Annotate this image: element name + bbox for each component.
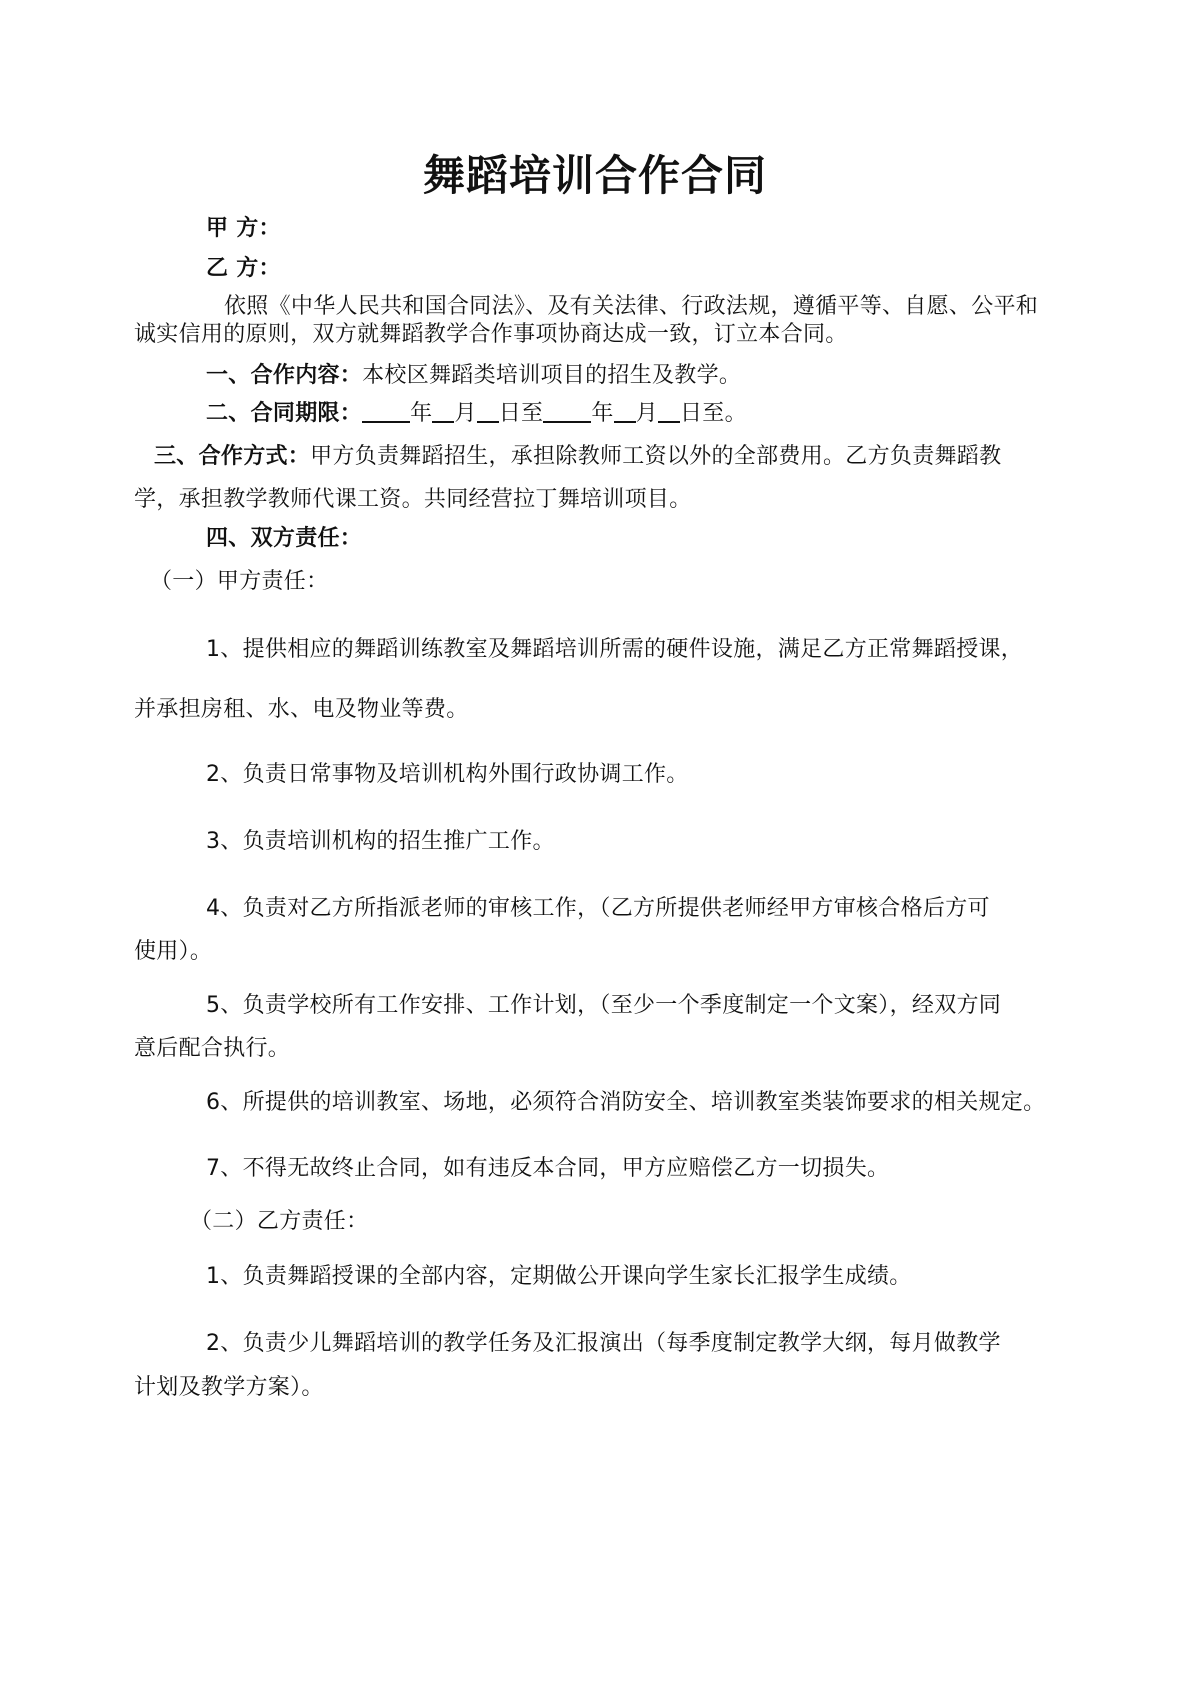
section-1-text: 本校区舞蹈类培训项目的招生及教学。 xyxy=(362,363,742,388)
party-a-label: 甲 方： xyxy=(206,216,281,241)
start-day-blank xyxy=(477,401,499,423)
preamble-line-2: 诚实信用的原则，双方就舞蹈教学合作事项协商达成一致，订立本合同。 xyxy=(134,322,848,347)
start-month-blank xyxy=(432,401,454,423)
party-b-duty-1: 1、负责舞蹈授课的全部内容，定期做公开课向学生家长汇报学生成绩。 xyxy=(206,1264,912,1289)
page-title: 舞蹈培训合作合同 xyxy=(422,151,767,200)
party-a-duty-4-line-1: 4、负责对乙方所指派老师的审核工作，（乙方所提供老师经甲方审核合格后方可 xyxy=(206,896,990,921)
section-3-line-1 xyxy=(154,442,1001,472)
start-year-label: 年 xyxy=(410,401,433,426)
section-3-line-2: 学，承担教学教师代课工资。共同经营拉丁舞培训项目。 xyxy=(134,487,692,512)
section-2 xyxy=(206,399,747,429)
party-a-duty-1-line-2: 并承担房租、水、电及物业等费。 xyxy=(134,697,469,722)
start-month-label: 月 xyxy=(454,401,477,426)
section-2-heading: 二、合同期限： xyxy=(206,401,363,426)
end-day-label: 日至。 xyxy=(679,401,747,426)
party-b-duty-2-line-1: 2、负责少儿舞蹈培训的教学任务及汇报演出（每季度制定教学大纲，每月做教学 xyxy=(206,1331,1001,1356)
party-b-duties-heading: （二）乙方责任： xyxy=(190,1209,369,1234)
end-year-label: 年 xyxy=(591,401,614,426)
party-b-label: 乙 方： xyxy=(206,256,281,281)
section-1-heading: 一、合作内容： xyxy=(206,363,363,388)
end-year-blank xyxy=(543,401,591,423)
preamble-line-1: 依照《中华人民共和国合同法》、及有关法律、行政法规，遵循平等、自愿、公平和 xyxy=(224,294,1039,319)
party-a-duty-5-line-1: 5、负责学校所有工作安排、工作计划，（至少一个季度制定一个文案），经双方同 xyxy=(206,993,1002,1018)
party-a-duty-4-line-2: 使用）。 xyxy=(134,939,213,964)
section-4-heading: 四、双方责任： xyxy=(206,526,363,551)
party-a-duty-7: 7、不得无故终止合同，如有违反本合同，甲方应赔偿乙方一切损失。 xyxy=(206,1156,890,1181)
section-3-heading: 三、合作方式： xyxy=(154,444,311,469)
section-3-text-1: 甲方负责舞蹈招生，承担除教师工资以外的全部费用。乙方负责舞蹈教 xyxy=(310,444,1002,469)
party-a-duty-2: 2、负责日常事物及培训机构外围行政协调工作。 xyxy=(206,762,689,787)
start-day-to-label: 日至 xyxy=(498,401,544,426)
end-month-label: 月 xyxy=(635,401,658,426)
start-year-blank xyxy=(362,401,410,423)
end-month-blank xyxy=(614,401,636,423)
party-a-duty-1-line-1: 1、提供相应的舞蹈训练教室及舞蹈培训所需的硬件设施，满足乙方正常舞蹈授课， xyxy=(206,637,1024,662)
party-a-duty-3: 3、负责培训机构的招生推广工作。 xyxy=(206,829,555,854)
end-day-blank xyxy=(658,401,680,423)
party-b-duty-2-line-2: 计划及教学方案）。 xyxy=(134,1375,324,1400)
party-a-duties-heading: （一）甲方责任： xyxy=(150,569,329,594)
party-a-duty-6: 6、所提供的培训教室、场地，必须符合消防安全、培训教室类装饰要求的相关规定。 xyxy=(206,1090,1046,1115)
section-1 xyxy=(206,361,741,391)
party-a-duty-5-line-2: 意后配合执行。 xyxy=(134,1036,291,1061)
